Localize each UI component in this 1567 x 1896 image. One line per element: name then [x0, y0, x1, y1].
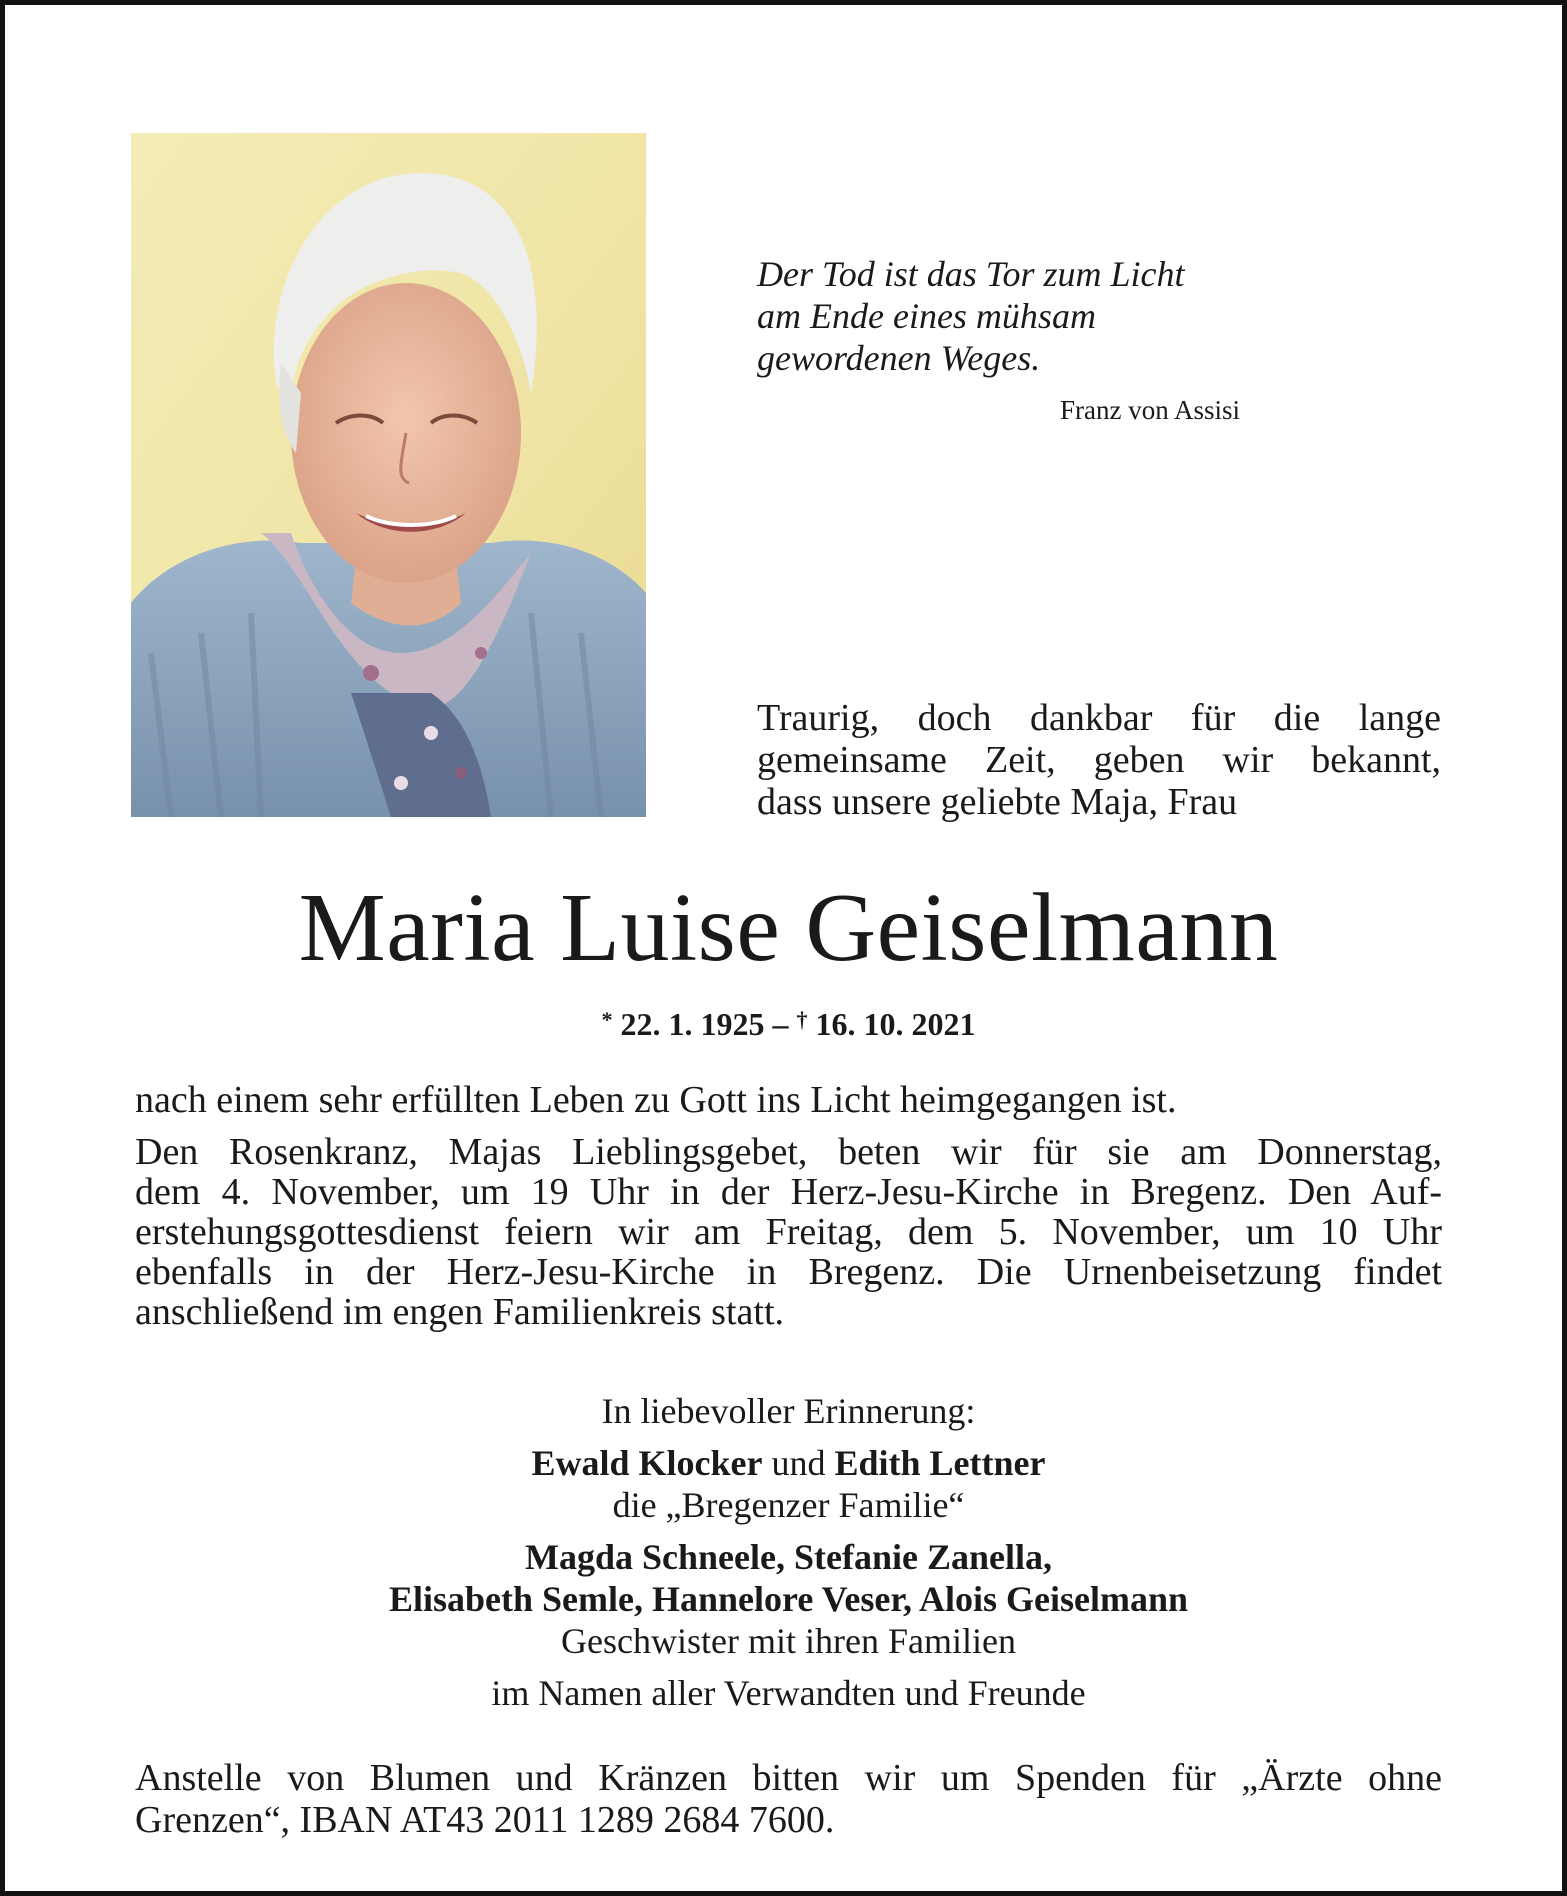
donation-line: Grenzen“, IBAN AT43 2011 1289 2684 7600.	[135, 1799, 835, 1841]
portrait-photo	[131, 133, 646, 817]
portrait-photo-illustration	[131, 133, 646, 817]
body-line: ebenfalls in der Herz-Jesu-Kirche in Bregenz. Die Urnenbeisetzung findet	[135, 1251, 1442, 1293]
body-first-line: nach einem sehr erfüllten Leben zu Gott ins Licht heimgegangen ist.	[135, 1079, 1177, 1121]
announcement-body	[135, 1080, 1442, 1332]
quote	[757, 253, 1240, 379]
siblings-names: Magda Schneele, Stefanie Zanella,	[525, 1537, 1052, 1577]
quote-line: gewordenen Weges.	[757, 338, 1041, 378]
siblings-names: Elisabeth Semle, Hannelore Veser, Alois Geiselmann	[388, 1579, 1189, 1619]
body-line: anschließend im engen Familienkreis statt.	[135, 1291, 785, 1333]
mourners-primary	[5, 1442, 1567, 1484]
intro-line: gemeinsame Zeit, geben wir bekannt,	[757, 739, 1441, 781]
mourner-connector: und	[771, 1443, 826, 1483]
birth-date: 22. 1. 1925	[620, 1006, 765, 1042]
life-dates	[5, 1000, 1567, 1044]
deceased-name: Maria Luise Geiselmann	[298, 874, 1279, 982]
intro-line: Traurig, doch dankbar für die lange	[757, 697, 1441, 739]
donation-note	[135, 1757, 1442, 1841]
date-separator: –	[764, 1006, 797, 1042]
closing-heading: In liebevoller Erinnerung:	[601, 1391, 976, 1431]
quote-line: Der Tod ist das Tor zum Licht	[757, 254, 1185, 294]
body-line: erstehungsgottesdienst feiern wir am Freitag, dem 5. November, um 10 Uhr	[135, 1211, 1442, 1253]
quote-author: Franz von Assisi	[1059, 395, 1240, 425]
intro-line: dass unsere geliebte Maja, Frau	[757, 781, 1238, 823]
siblings-label: Geschwister mit ihren Familien	[561, 1621, 1016, 1661]
body-line: dem 4. November, um 19 Uhr in der Herz-Jesu-Kirche in Bregenz. Den Auf-	[135, 1171, 1442, 1213]
family-label: die „Bregenzer Familie“	[612, 1485, 965, 1525]
mourners-block	[5, 1390, 1567, 1714]
death-date: 16. 10. 2021	[815, 1006, 976, 1042]
relatives-line: im Namen aller Verwandten und Freunde	[491, 1673, 1086, 1713]
mourner-name: Edith Lettner	[834, 1443, 1046, 1483]
death-symbol: †	[796, 1007, 808, 1032]
donation-line: Anstelle von Blumen und Kränzen bitten wir um Spenden für „Ärzte ohne	[135, 1757, 1442, 1799]
intro-text	[757, 697, 1441, 823]
body-line: Den Rosenkranz, Majas Lieblingsgebet, beten wir für sie am Donnerstag,	[135, 1131, 1442, 1173]
mourner-name: Ewald Klocker	[531, 1443, 763, 1483]
birth-symbol: *	[601, 1007, 613, 1032]
quote-line: am Ende eines mühsam	[757, 296, 1096, 336]
